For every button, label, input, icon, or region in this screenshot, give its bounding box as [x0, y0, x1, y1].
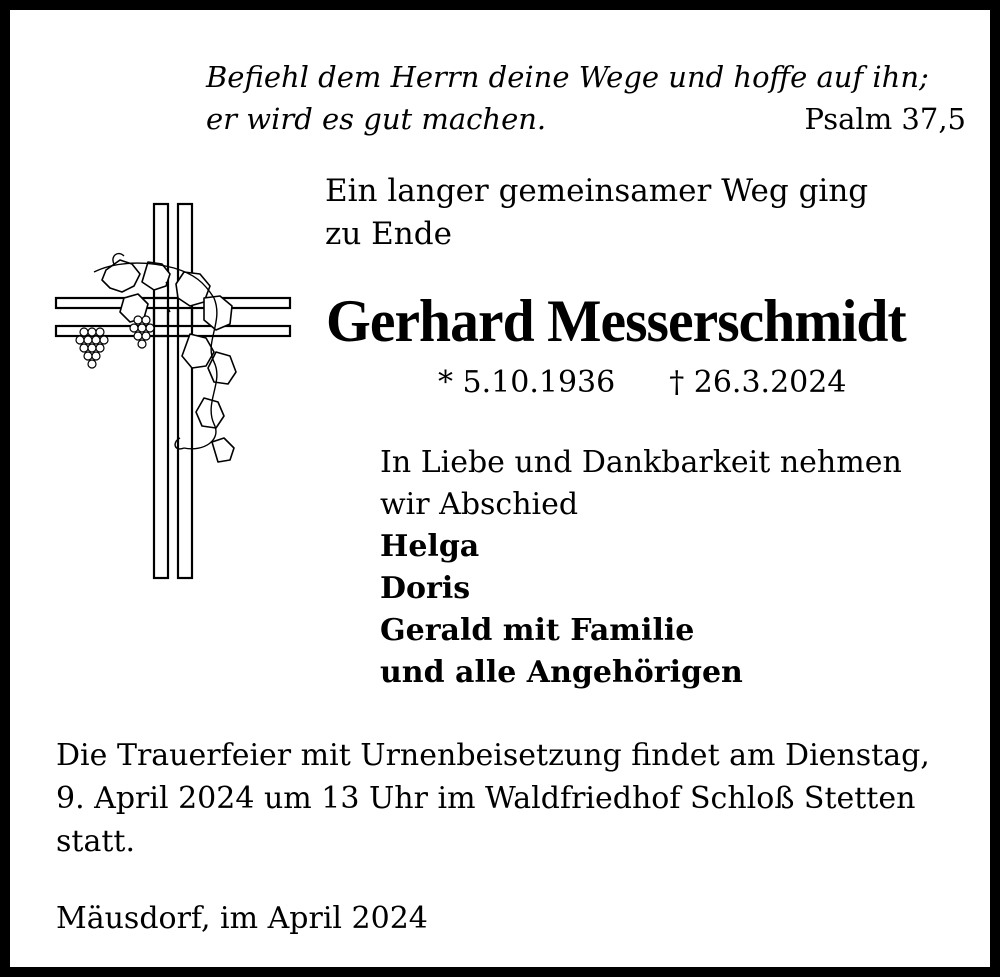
quote-line-2-row: [206, 98, 966, 140]
quote-line-1: Befiehl dem Herrn deine Wege und hoffe auf ihn;: [206, 60, 929, 94]
mourners-block: [380, 442, 980, 694]
mourner-name: Gerald mit Familie: [380, 613, 695, 648]
deceased-name: Gerhard Messerschmidt: [326, 288, 906, 354]
service-line-2: 9. April 2024 um 13 Uhr im Waldfriedhof Schloß Stetten: [56, 781, 916, 816]
quote-line-2: er wird es gut machen.: [206, 102, 547, 136]
mourners-line-1: In Liebe und Dankbarkeit nehmen: [380, 445, 902, 480]
intro-text: [325, 170, 965, 256]
mourner-name: und alle Angehörigen: [380, 655, 743, 690]
life-dates: [438, 362, 846, 404]
place-and-date: Mäusdorf, im April 2024: [56, 901, 428, 936]
mourner-name: Doris: [380, 571, 471, 606]
service-line-3: statt.: [56, 824, 135, 859]
mourners-line-2: wir Abschied: [380, 487, 579, 522]
intro-line-1: Ein langer gemeinsamer Weg ging: [325, 173, 869, 209]
service-line-1: Die Trauerfeier mit Urnenbeisetzung findet am Dienstag,: [56, 738, 930, 773]
quote-reference: Psalm 37,5: [804, 102, 966, 136]
death-date: † 26.3.2024: [669, 365, 847, 400]
bible-quote: [206, 56, 966, 140]
cross-with-vine-icon: [54, 202, 294, 587]
birth-date: * 5.10.1936: [438, 365, 616, 400]
service-info: [56, 734, 976, 863]
mourner-name: Helga: [380, 529, 480, 564]
intro-line-2: zu Ende: [325, 216, 452, 252]
